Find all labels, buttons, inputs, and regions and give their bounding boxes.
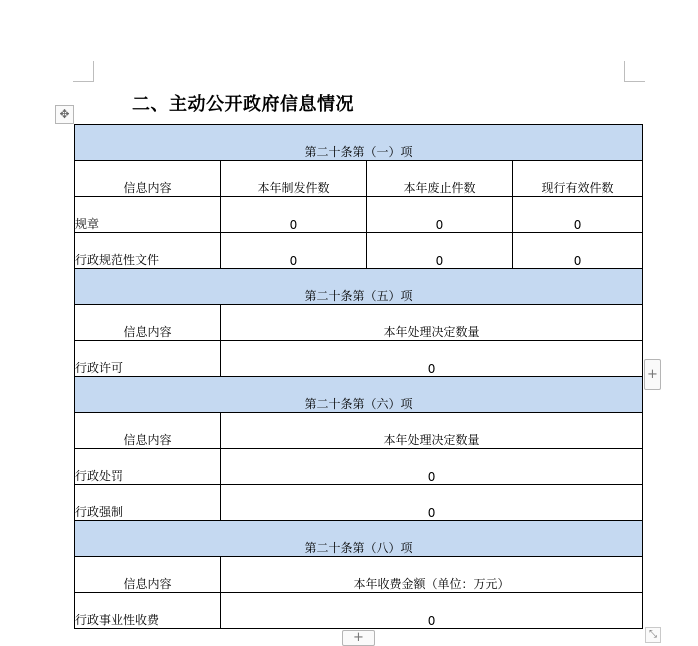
section-title: 第二十条第（五）项	[75, 269, 643, 305]
cell-value: 0	[367, 197, 513, 233]
disclosure-table	[74, 124, 643, 629]
cell-value: 0	[221, 197, 367, 233]
column-header: 本年收费金额（单位：万元）	[221, 557, 643, 593]
section-header-row	[75, 269, 643, 305]
cell-value: 0	[221, 233, 367, 269]
table-row	[75, 197, 643, 233]
cell-value: 0	[221, 449, 643, 485]
section-title: 第二十条第（八）项	[75, 521, 643, 557]
row-label: 行政许可	[75, 341, 221, 377]
table-row	[75, 485, 643, 521]
page-corner-mark-top-left	[73, 61, 94, 82]
add-row-button[interactable]: +	[342, 630, 375, 646]
cell-value: 0	[367, 233, 513, 269]
table-row	[75, 449, 643, 485]
table-resize-icon[interactable]: ⤡	[645, 627, 661, 643]
column-header: 本年处理决定数量	[221, 305, 643, 341]
section-header-row	[75, 377, 643, 413]
table-row	[75, 341, 643, 377]
row-label: 行政规范性文件	[75, 233, 221, 269]
column-header: 本年废止件数	[367, 161, 513, 197]
column-header: 信息内容	[75, 413, 221, 449]
row-label: 行政处罚	[75, 449, 221, 485]
column-header-row	[75, 557, 643, 593]
column-header: 本年处理决定数量	[221, 413, 643, 449]
table-move-icon[interactable]: ✥	[55, 105, 74, 124]
table-row	[75, 233, 643, 269]
column-header: 信息内容	[75, 557, 221, 593]
cell-value: 0	[513, 233, 643, 269]
cell-value: 0	[221, 341, 643, 377]
section-header-row	[75, 521, 643, 557]
page-corner-mark-top-right	[624, 61, 645, 82]
column-header: 信息内容	[75, 305, 221, 341]
cell-value: 0	[221, 593, 643, 629]
table-row	[75, 593, 643, 629]
section-title: 第二十条第（一）项	[75, 125, 643, 161]
row-label: 规章	[75, 197, 221, 233]
section-header-row	[75, 125, 643, 161]
column-header: 现行有效件数	[513, 161, 643, 197]
add-column-button[interactable]: +	[644, 359, 661, 390]
column-header-row	[75, 413, 643, 449]
column-header-row	[75, 161, 643, 197]
cell-value: 0	[513, 197, 643, 233]
column-header: 本年制发件数	[221, 161, 367, 197]
row-label: 行政强制	[75, 485, 221, 521]
section-title: 第二十条第（六）项	[75, 377, 643, 413]
row-label: 行政事业性收费	[75, 593, 221, 629]
section-heading: 二、主动公开政府信息情况	[132, 94, 354, 115]
cell-value: 0	[221, 485, 643, 521]
column-header: 信息内容	[75, 161, 221, 197]
column-header-row	[75, 305, 643, 341]
